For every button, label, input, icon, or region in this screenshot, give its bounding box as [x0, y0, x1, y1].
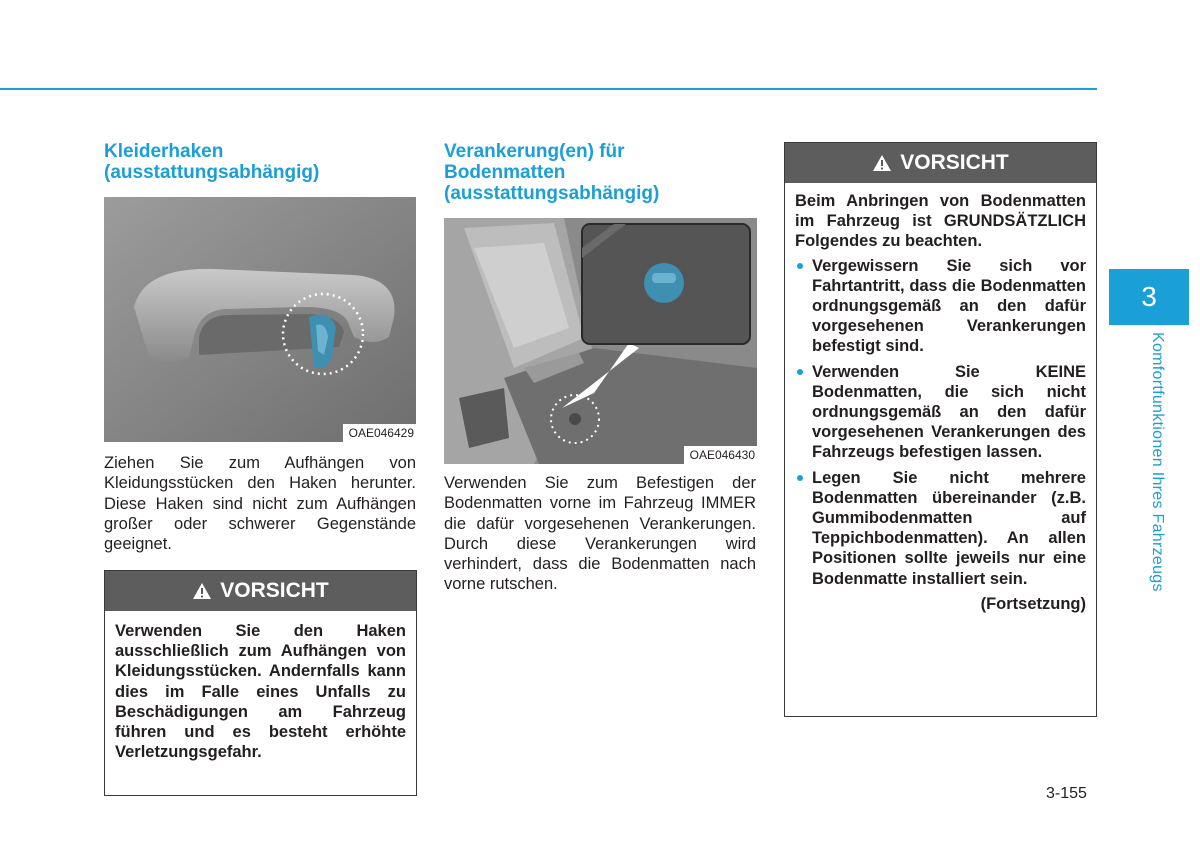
caution-bullet-list [795, 256, 1086, 589]
caution-box-floor-mats [784, 142, 1097, 717]
warning-icon [872, 154, 892, 172]
chapter-title: Komfortfunktionen Ihres Fahrzeugs [1149, 332, 1166, 592]
caution-text: Verwenden Sie den Haken ausschließlich zum Aufhängen von Kleidungsstücken. Andernfalls kann dies im Falle eines Unfalls zu Beschädigungen am Fahrzeug führen und es besteht erhöhte Verletzungsgefahr. [115, 622, 406, 762]
caution-header [105, 571, 416, 611]
figure-code: OAE046430 [684, 446, 757, 464]
continued-note: (Fortsetzung) [980, 594, 1086, 613]
caution-title: VORSICHT [220, 579, 329, 602]
caution-header [785, 143, 1096, 183]
caution-body [105, 611, 416, 770]
clothes-hook-drawing [104, 197, 416, 442]
warning-icon [192, 582, 212, 600]
page-number: 3-155 [1046, 785, 1087, 802]
caution-box-clothes-hook [104, 570, 417, 796]
chapter-tab [1109, 269, 1189, 325]
caution-title: VORSICHT [900, 151, 1009, 174]
caution-bullet: Legen Sie nicht mehrere Bodenmatten übereinander (z.B. Gummibodenmatten auf Teppichbodenmatten). An allen Positionen sollte jeweils nur eine Bodenmatte installiert sein. [795, 468, 1086, 589]
floor-mat-anchor-illustration [444, 218, 757, 464]
caution-intro: Beim Anbringen von Bodenmatten im Fahrzeug ist GRUNDSÄTZLICH Folgendes zu beachten. [795, 192, 1086, 251]
caution-body [785, 183, 1096, 622]
floor-mat-description: Verwenden Sie zum Befestigen der Bodenmatten vorne im Fahrzeug IMMER die dafür vorgesehenen Verankerungen. Durch diese Verankerungen wird verhindert, dass die Bodenmatten nach vorne rutschen. [444, 474, 756, 594]
clothes-hook-description: Ziehen Sie zum Aufhängen von Kleidungsstücken den Haken herunter. Diese Haken sind nicht zum Aufhängen großer oder schwerer Gegenstände geeignet. [104, 454, 416, 554]
caution-bullet: Verwenden Sie KEINE Bodenmatten, die sich nicht ordnungsgemäß an den dafür vorgesehenen Verankerungen des Fahrzeugs befestigen lassen. [795, 362, 1086, 463]
clothes-hook-illustration [104, 197, 416, 442]
chapter-number: 3 [1141, 281, 1157, 312]
caution-bullet: Vergewissern Sie sich vor Fahrtantritt, dass die Bodenmatten ordnungsgemäß an den dafür vorgesehenen Verankerungen befestigt sind. [795, 256, 1086, 357]
section-heading-floor-mat-anchors: Verankerung(en) für Bodenmatten (ausstattungsabhängig) [444, 141, 660, 204]
section-heading-clothes-hook: Kleiderhaken (ausstattungsabhängig) [104, 141, 320, 183]
top-rule [0, 88, 1097, 90]
figure-code: OAE046429 [343, 424, 416, 442]
floor-mat-drawing [444, 218, 757, 464]
